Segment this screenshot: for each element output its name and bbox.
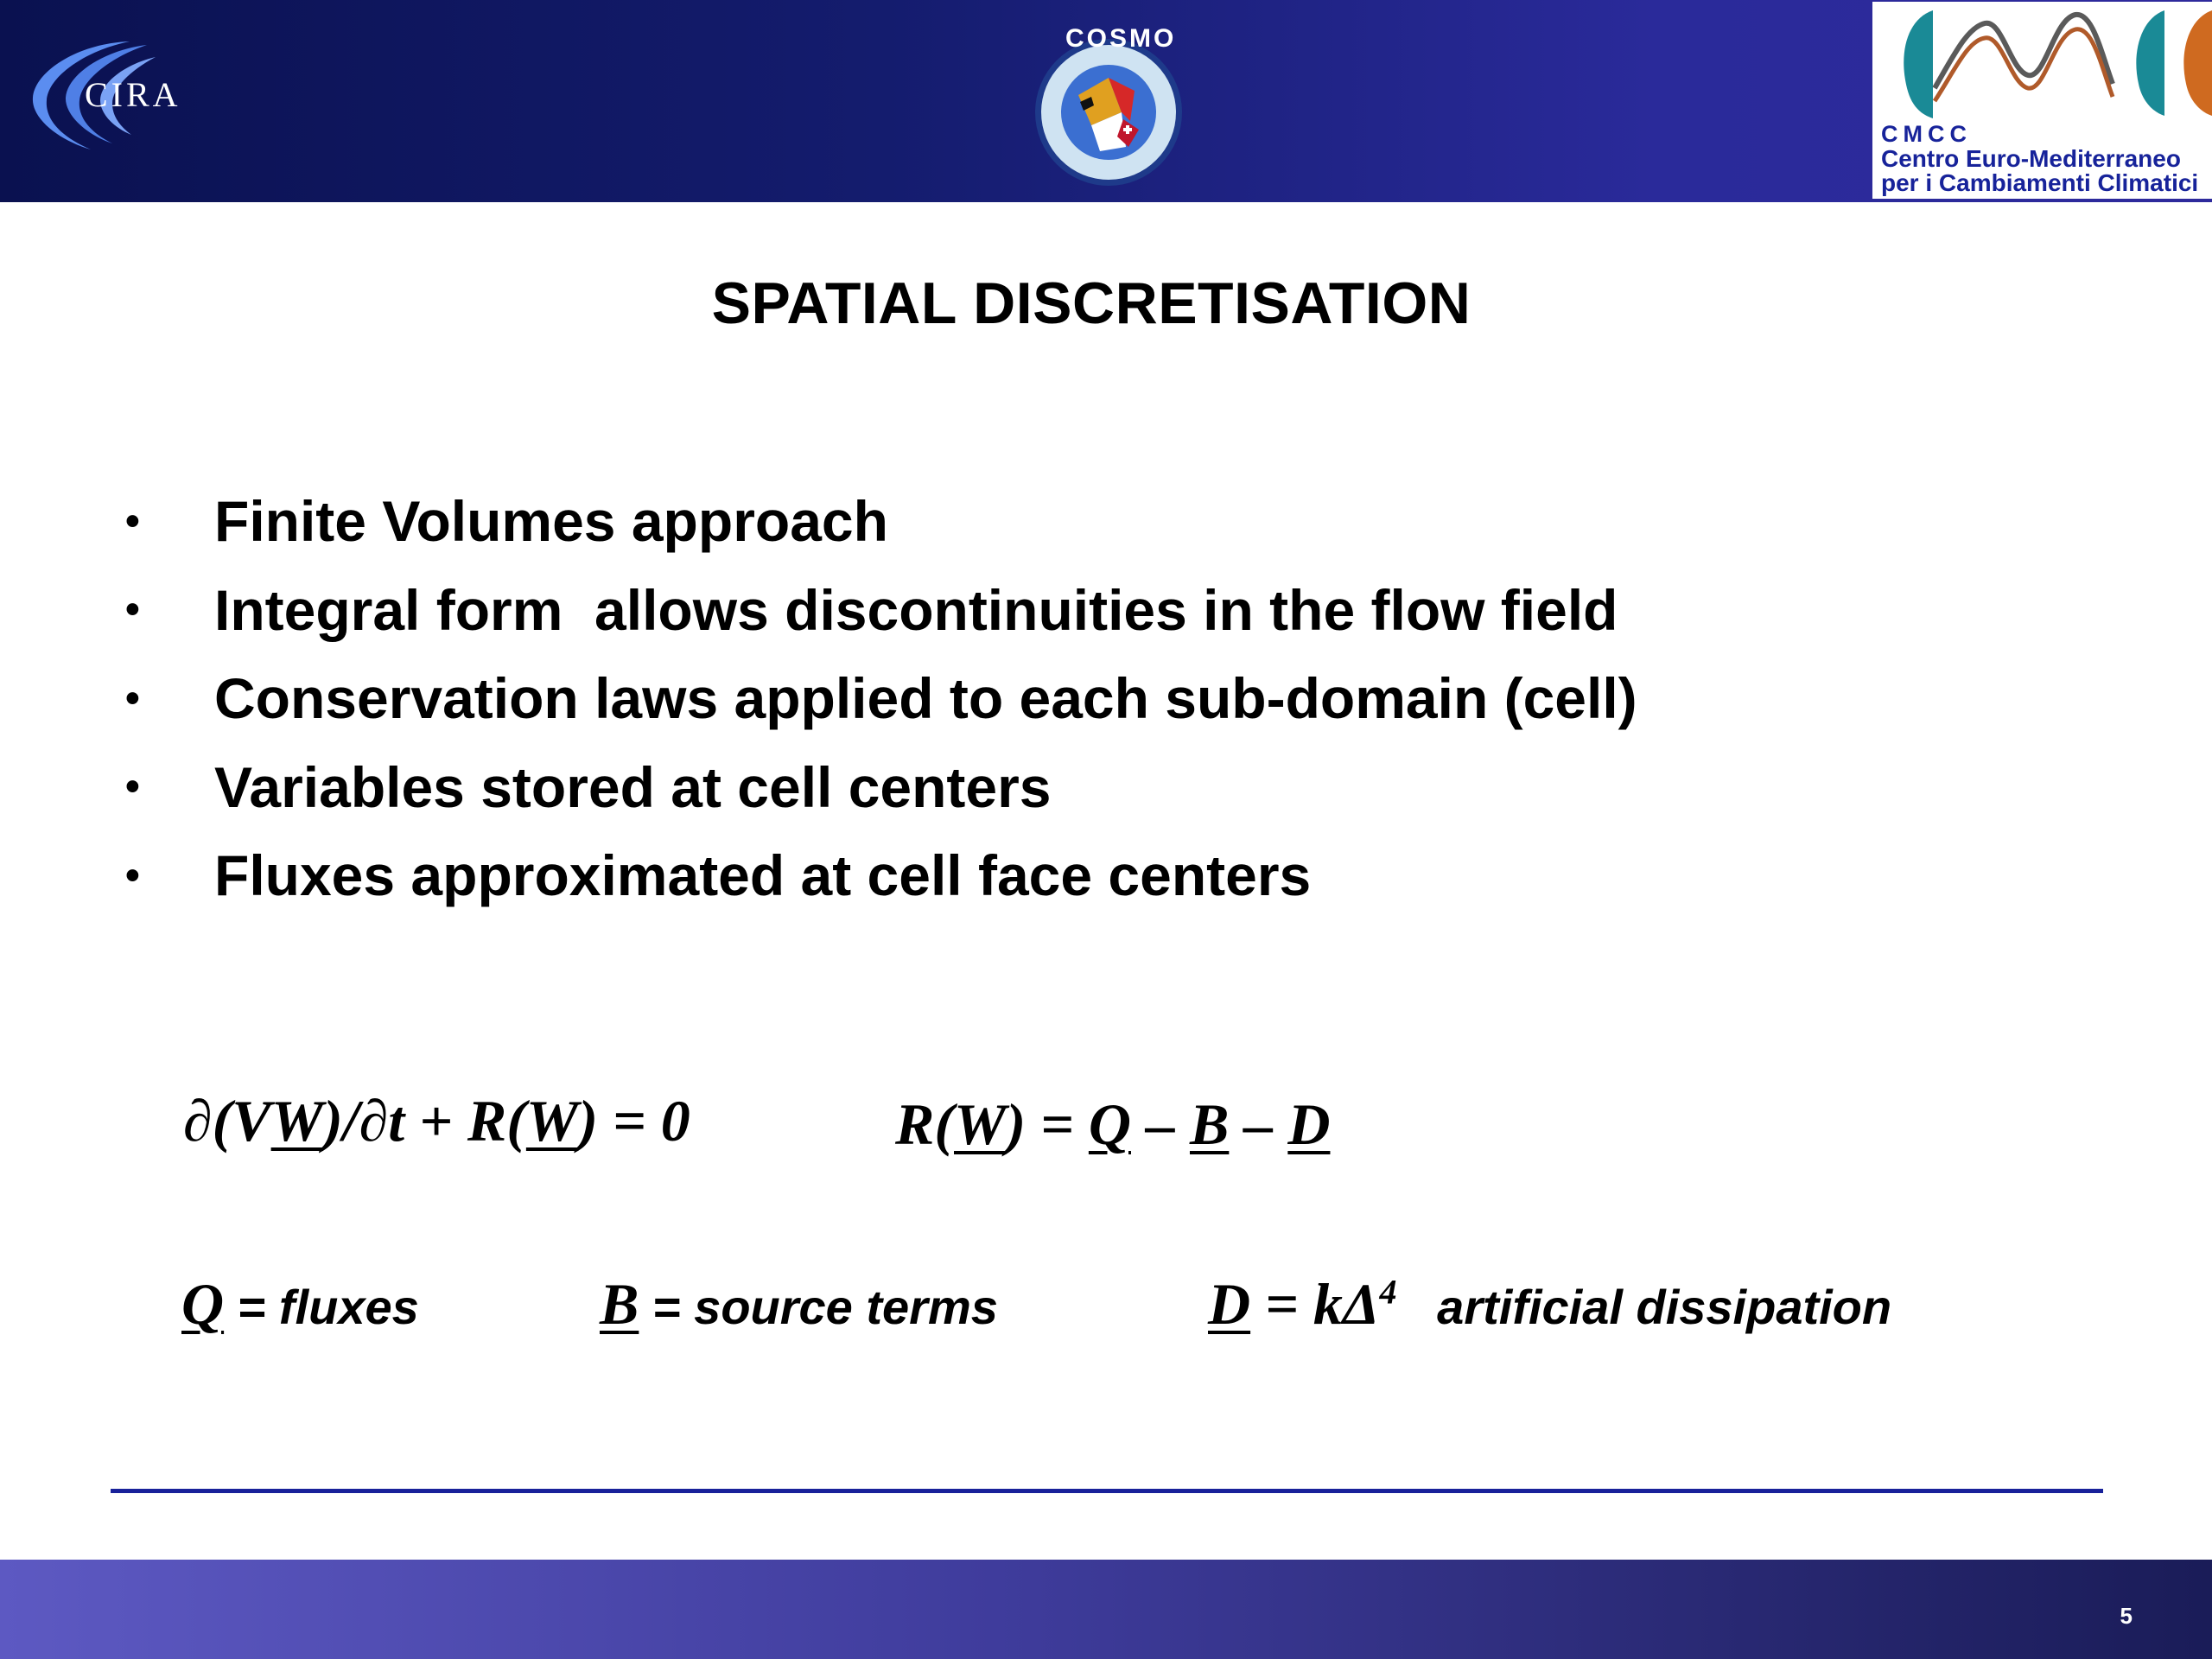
eq1-part: ∂(V xyxy=(183,1088,271,1154)
bullet-text: Finite Volumes approach xyxy=(214,489,888,554)
bullet-marker: • xyxy=(125,764,140,810)
cmcc-abbreviation: CMCC xyxy=(1881,121,1972,147)
eq2-var-b: B xyxy=(1189,1091,1230,1157)
cmcc-waves-icon xyxy=(1872,2,2212,123)
bullet-item xyxy=(125,477,1637,566)
bullet-marker: • xyxy=(125,498,140,544)
conservation-equation xyxy=(183,1087,690,1155)
def-b-text: = source terms xyxy=(639,1280,998,1334)
residual-equation xyxy=(895,1090,1330,1159)
cira-logo-text: CIRA xyxy=(85,75,181,114)
bullet-marker: • xyxy=(125,587,140,633)
footer-band xyxy=(0,1560,2212,1659)
bullet-text: Variables stored at cell centers xyxy=(214,754,1052,819)
eq2-part: – xyxy=(1130,1091,1190,1157)
eq1-part: ) = 0 xyxy=(578,1088,690,1154)
eq2-var-d: D xyxy=(1287,1091,1331,1157)
eq2-var-w: W xyxy=(954,1091,1007,1157)
cira-logo xyxy=(26,33,259,154)
bullet-text: Fluxes approximated at cell face centers xyxy=(214,843,1312,908)
bullet-text: Conservation laws applied to each sub-domain (cell) xyxy=(214,666,1637,731)
def-d-exponent: 4 xyxy=(1379,1272,1397,1312)
cosmo-logo xyxy=(1027,17,1191,190)
cosmo-logo-text: COSMO xyxy=(1065,24,1177,53)
def-q-text: = fluxes xyxy=(224,1280,419,1334)
bullet-text: Integral form allows discontinuities in the flow field xyxy=(214,577,1618,642)
definition-source-terms xyxy=(600,1270,998,1338)
definition-fluxes xyxy=(181,1270,419,1338)
eq2-part: ) = xyxy=(1006,1091,1089,1157)
def-d-expr: = kΔ xyxy=(1250,1271,1380,1337)
def-d-symbol: D xyxy=(1208,1271,1251,1337)
cmcc-name-line1: Centro Euro-Mediterraneo xyxy=(1881,145,2181,172)
eq2-part: R( xyxy=(895,1091,954,1157)
page-number: 5 xyxy=(2120,1603,2133,1629)
bullet-item xyxy=(125,566,1637,655)
slide-title: SPATIAL DISCRETISATION xyxy=(711,270,1471,336)
def-d-text: artificial dissipation xyxy=(1396,1280,1892,1334)
eq1-var-w: W xyxy=(525,1088,579,1154)
eq2-part: – xyxy=(1229,1091,1288,1157)
definition-dissipation xyxy=(1208,1270,1891,1338)
footer-divider xyxy=(111,1489,2103,1493)
bullet-marker: • xyxy=(125,852,140,899)
cmcc-logo xyxy=(1872,2,2212,199)
def-q-symbol: Q xyxy=(181,1271,225,1337)
eq2-var-q: Q xyxy=(1088,1091,1131,1157)
eq1-part: )/∂t + R( xyxy=(323,1088,526,1154)
header-band xyxy=(0,0,2212,202)
bullet-list xyxy=(125,477,1637,920)
eq1-var-w: W xyxy=(270,1088,324,1154)
cmcc-name-line2: per i Cambiamenti Climatici xyxy=(1881,169,2199,196)
def-b-symbol: B xyxy=(600,1271,639,1337)
bullet-marker: • xyxy=(125,675,140,721)
bullet-item xyxy=(125,743,1637,832)
bullet-item xyxy=(125,831,1637,920)
bullet-item xyxy=(125,654,1637,743)
